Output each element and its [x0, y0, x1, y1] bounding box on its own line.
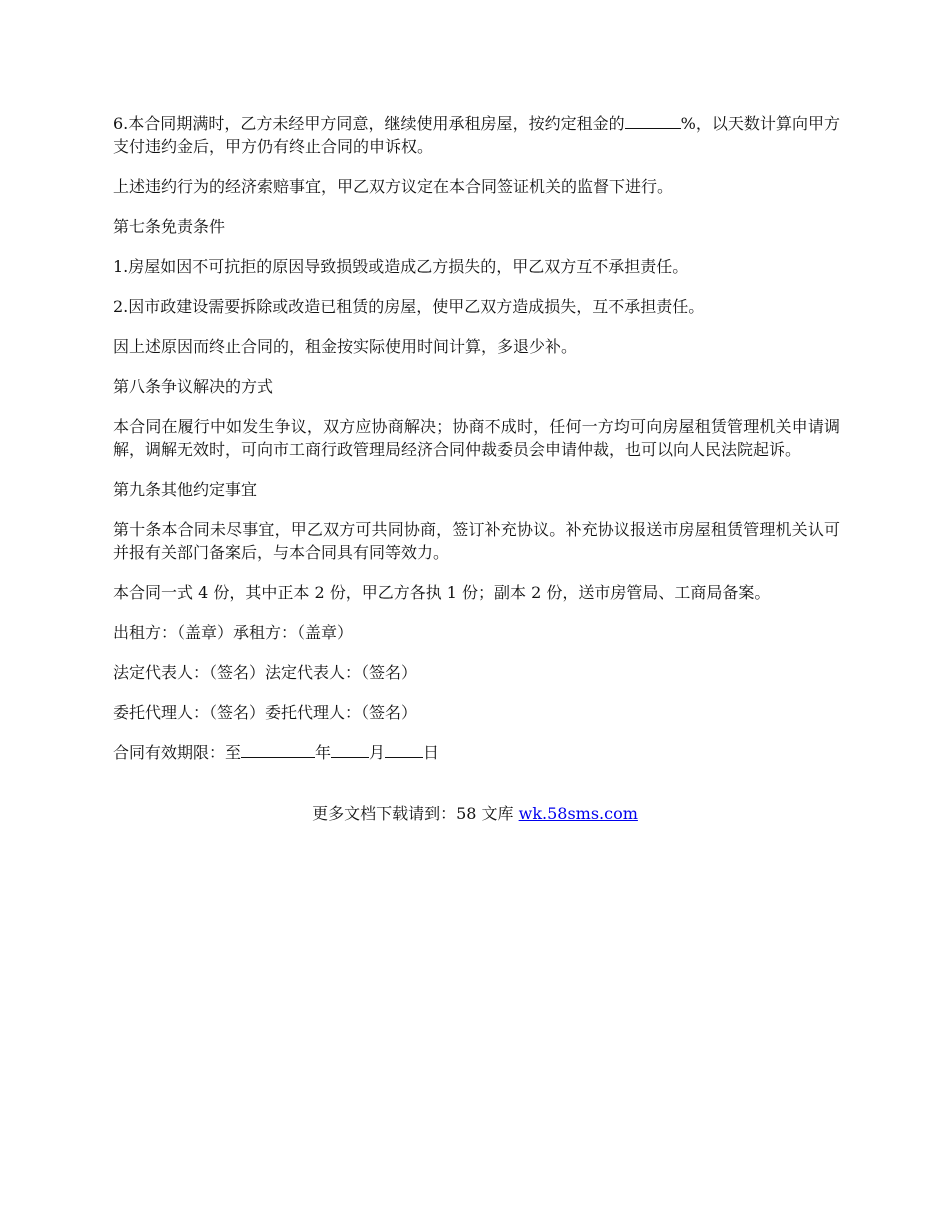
article-8-heading: 第八条争议解决的方式 [113, 377, 274, 396]
year-label: 年 [315, 743, 332, 762]
month-blank [331, 742, 369, 758]
seal-line: 出租方：（盖章）承租方：（盖章） [113, 623, 354, 642]
validity-label: 合同有效期限：至 [113, 743, 242, 762]
validity-line [113, 741, 840, 764]
footer-text: 更多文档下载请到：58 文库 [312, 804, 519, 823]
article-10-body: 第十条本合同未尽事宜，甲乙双方可共同协商，签订补充协议。补充协议报送市房屋租赁管理机关认可并报有关部门备案后，与本合同具有同等效力。 [113, 520, 840, 562]
clause-6-text-end: %，以天数计算向甲方支付违约金后，甲方仍有终止合同的申诉权。 [113, 114, 840, 156]
article-7-heading: 第七条免责条件 [113, 217, 226, 236]
article-9-heading: 第九条其他约定事宜 [113, 480, 258, 499]
document-body [113, 112, 840, 781]
day-blank [385, 742, 423, 758]
year-blank [241, 742, 315, 758]
month-label: 月 [369, 743, 386, 762]
footer-link[interactable]: wk.58sms.com [518, 804, 638, 823]
percentage-blank [625, 113, 681, 129]
clause-6-paragraph [113, 112, 840, 158]
agent-line: 委托代理人：（签名）委托代理人：（签名） [113, 703, 418, 722]
day-label: 日 [423, 743, 440, 762]
clause-6-text-start: 6.本合同期满时，乙方未经甲方同意，继续使用承租房屋，按约定租金的 [113, 114, 625, 133]
article-8-body: 本合同在履行中如发生争议，双方应协商解决；协商不成时，任何一方均可向房屋租赁管理机关申请调解，调解无效时，可向市工商行政管理局经济合同仲裁委员会申请仲裁，也可以向人民法院起诉。 [113, 417, 840, 459]
legal-rep-line: 法定代表人：（签名）法定代表人：（签名） [113, 663, 418, 682]
article-7-item-2: 2.因市政建设需要拆除或改造已租赁的房屋，使甲乙双方造成损失，互不承担责任。 [113, 297, 705, 316]
article-7-item-1: 1.房屋如因不可抗拒的原因导致损毁或造成乙方损失的，甲乙双方互不承担责任。 [113, 257, 689, 276]
compensation-paragraph: 上述违约行为的经济索赔事宜，甲乙双方议定在本合同签证机关的监督下进行。 [113, 177, 674, 196]
download-footer [0, 802, 950, 825]
copies-paragraph: 本合同一式 4 份，其中正本 2 份，甲乙方各执 1 份；副本 2 份，送市房管局、工商局备案。 [113, 583, 771, 602]
article-7-note: 因上述原因而终止合同的，租金按实际使用时间计算，多退少补。 [113, 337, 578, 356]
